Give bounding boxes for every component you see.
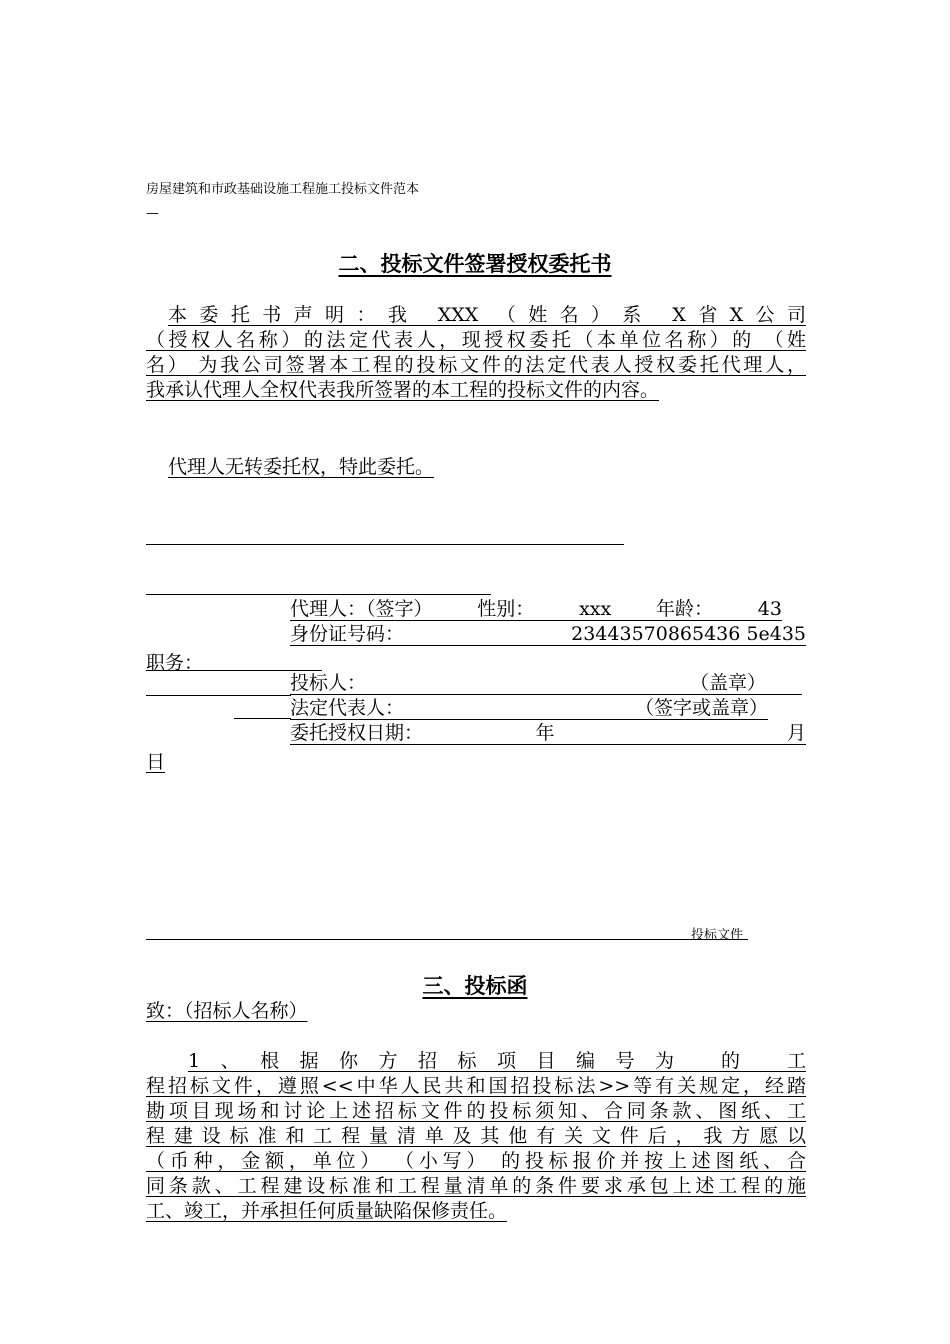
bid-letter-line-2: 程招标文件，遵照<<中华人民共和国招投标法>>等有关规定，经踏 <box>146 1075 806 1097</box>
id-row <box>290 623 806 646</box>
page-header-title: 房屋建筑和市政基础设施工程施工投标文件范本 <box>146 182 420 197</box>
id-label: 身份证号码： <box>290 623 405 645</box>
section2-title: 二、投标文件签署授权委托书 <box>338 251 612 276</box>
bidder-label: 投标人： <box>290 672 367 694</box>
bidder-seal: （盖章） <box>689 672 766 694</box>
authorization-line-1: 本委托书声明：我 XXX （姓名）系 X省X公司 <box>168 304 806 326</box>
gender-value: xxx <box>579 598 612 620</box>
agent-label: 代理人：（签字） <box>290 598 433 620</box>
legal-rep-left-rule <box>234 718 291 719</box>
addressee-line: 致：（招标人名称） <box>146 1000 308 1022</box>
legal-rep-sign: （签字或盖章） <box>634 697 768 719</box>
date-day: 日 <box>146 751 166 773</box>
blank-rule-2 <box>146 594 491 595</box>
date-row <box>290 722 806 745</box>
position-label: 职务： <box>146 652 204 674</box>
authorization-line-3: 名） 为我公司签署本工程的投标文件的法定代表人授权委托代理人， <box>146 354 806 376</box>
authorization-line-2: （授权人名称）的法定代表人，现授权委托（本单位名称）的 （姓 <box>146 329 806 351</box>
section3-title: 三、投标函 <box>422 973 528 998</box>
id-value: 23443570865436 5e435 <box>571 623 806 645</box>
page-footer-label: 投标文件 <box>691 928 744 943</box>
blank-rule-1 <box>146 544 624 545</box>
no-subdelegation-line: 代理人无转委托权，特此委托。 <box>168 456 435 478</box>
bid-letter-line-6: 同条款、工程建设标准和工程量清单的条件要求承包上述工程的施 <box>146 1175 806 1197</box>
authorization-line-4: 我承认代理人全权代表我所签署的本工程的投标文件的内容。 <box>146 379 660 401</box>
bid-letter-line-3: 勘项目现场和讨论上述招标文件的投标须知、合同条款、图纸、工 <box>146 1100 806 1122</box>
bid-letter-line-7: 工、竣工，并承担任何质量缺陷保修责任。 <box>146 1200 508 1222</box>
bidder-left-rule <box>146 695 291 696</box>
position-rule <box>146 670 322 671</box>
footer-rule <box>146 939 748 940</box>
legal-rep-label: 法定代表人： <box>290 697 405 719</box>
legal-rep-row <box>290 697 768 720</box>
date-year: 年 <box>535 722 555 744</box>
bid-letter-line-1: 1、根据你方招标项目编号为 的 工 <box>188 1050 806 1072</box>
page-header-dash: — <box>146 206 159 221</box>
age-value: 43 <box>757 598 782 620</box>
bid-letter-line-4: 程建设标准和工程量清单及其他有关文件后，我方愿以 <box>146 1125 806 1147</box>
date-label: 委托授权日期： <box>290 722 424 744</box>
gender-label: 性别： <box>477 598 535 620</box>
date-month: 月 <box>786 722 806 744</box>
age-label: 年龄： <box>655 598 713 620</box>
agent-row <box>290 598 782 621</box>
bidder-row <box>290 672 802 695</box>
bid-letter-line-5: （币种，金额，单位） （小写） 的投标报价并按上述图纸、合 <box>146 1150 806 1172</box>
